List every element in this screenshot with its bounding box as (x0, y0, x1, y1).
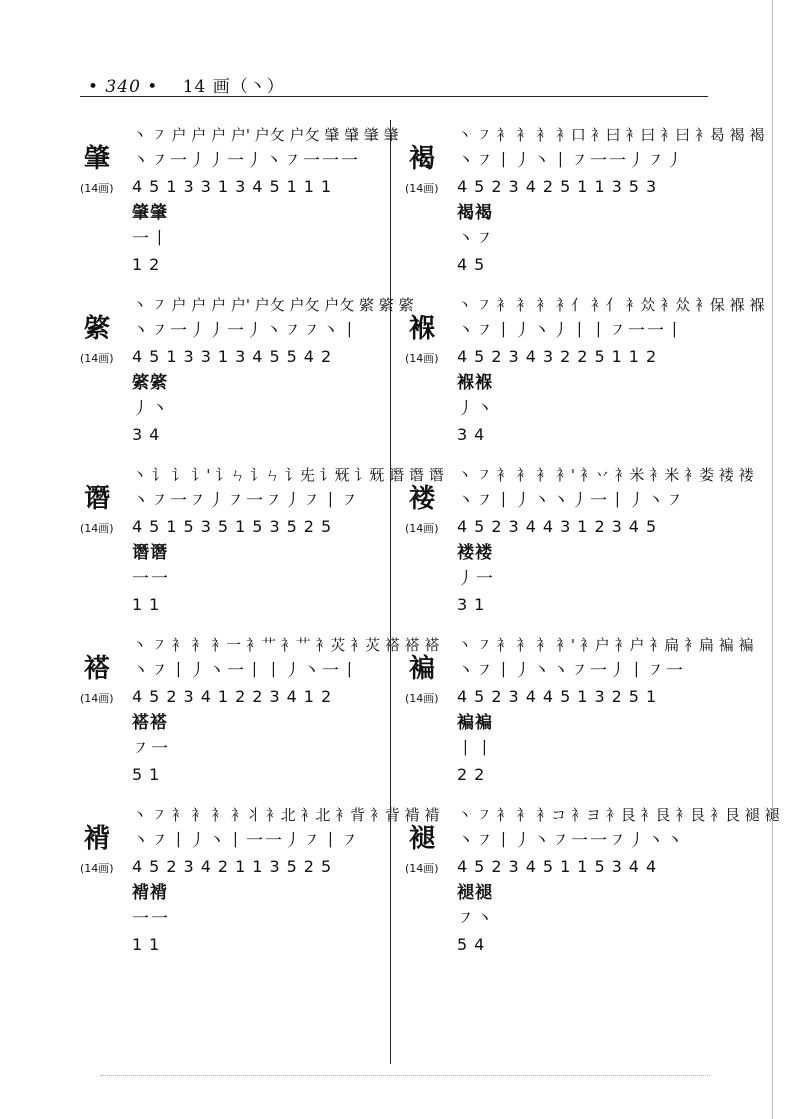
head-character: 褙 (84, 824, 111, 854)
stroke-shapes: 丶㇇一丿丿一丿丶㇇一一一 (132, 151, 360, 171)
continued-digits: 51 (132, 765, 167, 784)
head-character: 褪 (409, 824, 436, 854)
stroke-count: (14画) (405, 182, 439, 195)
continued-characters: 褊褊 (457, 713, 493, 733)
stroke-steps: 丶 ㇇ 衤 衤 衤 衤' 衤丷 衤米 衤米 衤娄 褛 褛 (457, 466, 754, 484)
stroke-count: (14画) (80, 352, 114, 365)
head-character: 褛 (409, 484, 436, 514)
continued-shapes: 丿丶 (457, 399, 495, 419)
continued-characters: 褛褛 (457, 543, 493, 563)
entry-bian (405, 632, 754, 802)
stroke-shapes: 丶㇇一丿丿一丿丶㇇㇇丶丨 (132, 321, 360, 341)
stroke-digits: 452345115344 (457, 857, 664, 876)
continued-characters: 褓褓 (457, 373, 493, 393)
head-character: 褡 (84, 654, 111, 684)
header-rule (80, 96, 708, 97)
continued-shapes: 一一 (132, 909, 170, 929)
page-edge-line (772, 0, 773, 1119)
stroke-sequence (457, 292, 765, 448)
stroke-sequence (457, 802, 780, 958)
continued-characters: 肇肇 (132, 203, 168, 223)
stroke-count: (14画) (80, 522, 114, 535)
stroke-steps: 丶 ㇇ 衤 衤 衤一 衤艹 衤艹 衤苂 衤苂 褡 褡 褡 (132, 636, 440, 654)
continued-characters: 褪褪 (457, 883, 493, 903)
continued-digits: 54 (457, 935, 492, 954)
head-character: 褐 (409, 144, 436, 174)
stroke-sequence (457, 632, 754, 788)
stroke-digits: 451535153525 (132, 517, 339, 536)
stroke-steps: 丶 ㇇ 衤 衤 衤コ 衤ヨ 衤艮 衤艮 衤艮 衤艮 褪 褪 (457, 806, 780, 824)
continued-digits: 11 (132, 595, 167, 614)
entry-he (405, 122, 765, 292)
stroke-shapes: 丶㇇丨丿丶丨一一丿㇇丨㇇ (132, 831, 360, 851)
continued-characters: 綮綮 (132, 373, 168, 393)
stroke-steps: 丶 ㇇ 衤 衤 衤 衤' 衤户 衤户 衤扁 衤扁 褊 褊 (457, 636, 754, 654)
continued-digits: 45 (457, 255, 492, 274)
stroke-shapes: 丶㇇一㇇丿㇇一㇇丿㇇丨㇇ (132, 491, 360, 511)
continued-shapes: 丿一 (457, 569, 495, 589)
stroke-steps: 丶 ㇇ 衤 衤 衤 衤丬 衤北 衤北 衤背 衤背 褙 褙 (132, 806, 440, 824)
stroke-digits: 452344312345 (457, 517, 664, 536)
stroke-count: (14画) (405, 692, 439, 705)
stroke-digits: 452342511353 (457, 177, 664, 196)
entry-qing (80, 292, 414, 462)
stroke-shapes: 丶㇇丨丿丶丶丿一丨丿丶㇇ (457, 491, 685, 511)
continued-shapes: 一一 (132, 569, 170, 589)
continued-digits: 11 (132, 935, 167, 954)
head-character: 綮 (84, 314, 111, 344)
stroke-shapes: 丶㇇丨丿丶一丨丨丿丶一丨 (132, 661, 360, 681)
entry-tui (405, 802, 780, 972)
continued-characters: 褡褡 (132, 713, 168, 733)
stroke-steps: 丶 讠 讠 讠' 讠ㄣ 讠ㄣ 讠兂 讠兓 讠兓 谮 谮 谮 (132, 466, 444, 484)
stroke-count: (14画) (80, 862, 114, 875)
stroke-digits: 451331345542 (132, 347, 339, 366)
stroke-digits: 452343225112 (457, 347, 664, 366)
entry-zen (80, 462, 444, 632)
entry-da (80, 632, 440, 802)
continued-digits: 34 (132, 425, 167, 444)
right-column (405, 122, 780, 972)
continued-digits: 22 (457, 765, 492, 784)
head-character: 肇 (84, 144, 111, 174)
stroke-sequence (132, 122, 399, 278)
stroke-steps: 丶 ㇇ 户 户 户 户' 户攵 户攵 户攵 綮 綮 綮 (132, 296, 414, 314)
stroke-count: (14画) (80, 692, 114, 705)
stroke-shapes: 丶㇇丨丿丶㇇一一㇇丿丶丶 (457, 831, 685, 851)
continued-characters: 褙褙 (132, 883, 168, 903)
continued-digits: 12 (132, 255, 167, 274)
continued-characters: 谮谮 (132, 543, 168, 563)
continued-shapes: 丶㇇ (457, 229, 495, 249)
section-title: 14 画（丶） (182, 77, 285, 97)
stroke-count: (14画) (405, 862, 439, 875)
head-character: 褊 (409, 654, 436, 684)
stroke-steps: 丶 ㇇ 户 户 户 户' 户攵 户攵 肈 肈 肇 肇 (132, 126, 399, 144)
stroke-count: (14画) (80, 182, 114, 195)
continued-shapes: ㇇一 (132, 739, 170, 759)
stroke-shapes: 丶㇇丨丿丶丨㇇一一丿㇇丿 (457, 151, 685, 171)
stroke-sequence (457, 122, 765, 278)
continued-digits: 31 (457, 595, 492, 614)
stroke-shapes: 丶㇇丨丿丶丿丨丨㇇一一丨 (457, 321, 685, 341)
entry-bao (405, 292, 765, 462)
stroke-sequence (457, 462, 754, 618)
entry-zhao (80, 122, 399, 292)
stroke-shapes: 丶㇇丨丿丶丶㇇一丿丨㇇一 (457, 661, 685, 681)
bottom-scan-artifact (100, 1075, 710, 1076)
head-character: 谮 (84, 484, 111, 514)
continued-characters: 褐褐 (457, 203, 493, 223)
head-character: 褓 (409, 314, 436, 344)
page-number: • 340 • (88, 77, 159, 97)
continued-shapes: ㇇丶 (457, 909, 495, 929)
stroke-digits: 452344513251 (457, 687, 664, 706)
stroke-digits: 452341223412 (132, 687, 339, 706)
page-header (88, 72, 285, 97)
continued-shapes: 丨丨 (457, 739, 495, 759)
entry-bei (80, 802, 440, 972)
stroke-count: (14画) (405, 522, 439, 535)
left-column (80, 122, 444, 972)
stroke-digits: 452342113525 (132, 857, 339, 876)
stroke-sequence (132, 292, 414, 448)
stroke-digits: 451331345111 (132, 177, 339, 196)
continued-digits: 34 (457, 425, 492, 444)
stroke-steps: 丶 ㇇ 衤 衤 衤 衤口 衤曰 衤曰 衤曰 衤曷 褐 褐 (457, 126, 765, 144)
stroke-steps: 丶 ㇇ 衤 衤 衤 衤亻 衤亻 衤𠈌 衤𠈌 衤保 褓 褓 (457, 296, 765, 314)
continued-shapes: 丿丶 (132, 399, 170, 419)
continued-shapes: 一丨 (132, 229, 170, 249)
stroke-count: (14画) (405, 352, 439, 365)
entry-lv (405, 462, 754, 632)
